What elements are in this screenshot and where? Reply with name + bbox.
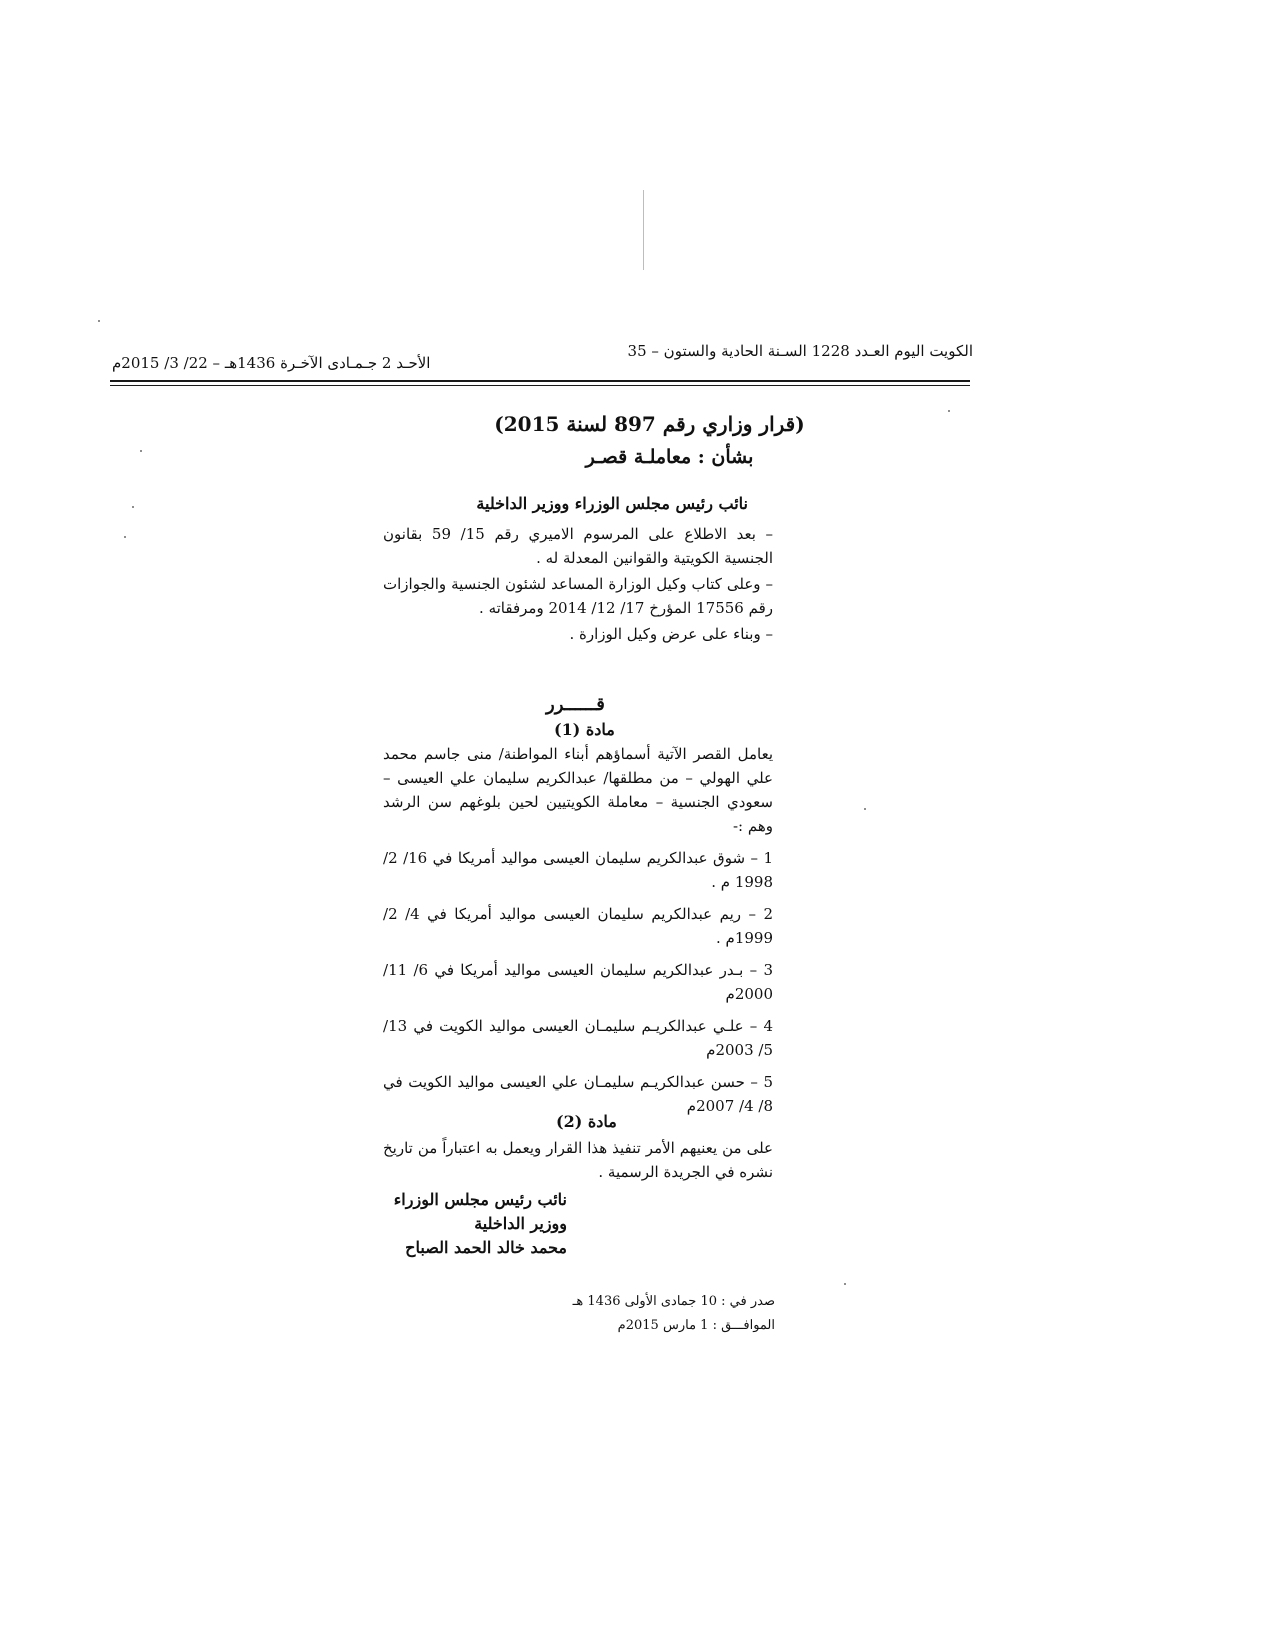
decree-title: (قرار وزاري رقم 897 لسنة 2015) [494, 412, 805, 436]
article-1-intro: يعامل القصر الآتية أسماؤهم أبناء المواطنة/ منى جاسم محمد علي الهولي – من مطلقها/ عبدالكريم سليمان علي العيسى – سعودي الجنسية – معاملة الكويتيين لحين بلوغهم سن الرشد وهم :- [383, 745, 773, 835]
corresponding-date: الموافـــق : 1 مارس 2015م [617, 1318, 775, 1333]
article-1-list-item: 4 – علـي عبدالكريـم سليمـان العيسى مواليد الكويت في 13/ 5/ 2003م [383, 1017, 773, 1059]
decree-word: قــــــرر [546, 694, 605, 715]
article-1-list-item: 2 – ريم عبدالكريم سليمان العيسى مواليد أمريكا في 4/ 2/ 1999م . [383, 905, 773, 947]
decree-subject: بشأن : معاملـة قصـر [585, 446, 754, 468]
article-2-text: على من يعنيهم الأمر تنفيذ هذا القرار ويعمل به اعتباراً من تاريخ نشره في الجريدة الرسمية . [383, 1139, 773, 1181]
signature-ministry: ووزير الداخلية [474, 1214, 567, 1233]
signature-title: نائب رئيس مجلس الوزراء [393, 1190, 567, 1209]
article-1-list-item: 1 – شوق عبدالكريم سليمان العيسى مواليد أمريكا في 16/ 2/ 1998 م . [383, 849, 773, 891]
scan-speck [864, 808, 866, 810]
gazette-date-header: الأحـد 2 جـمـادى الآخـرة 1436هـ – 22/ 3/ 2015م [112, 354, 431, 372]
gazette-issue-header: الكويت اليوم العـدد 1228 السـنة الحادية والستون – 35 [627, 342, 973, 360]
preamble-item: – وبناء على عرض وكيل الوزارة . [569, 625, 773, 643]
header-rule-top [110, 380, 970, 382]
signature-block [394, 1188, 567, 1260]
issue-dates [573, 1290, 775, 1338]
article-1-title: مادة (1) [554, 720, 615, 739]
signature-name: محمد خالد الحمد الصباح [405, 1238, 567, 1257]
scan-speck [132, 506, 134, 508]
article-1-body [383, 742, 773, 1126]
issuer-heading: نائب رئيس مجلس الوزراء ووزير الداخلية [476, 494, 748, 513]
issued-date: صدر في : 10 جمادى الأولى 1436 هـ [572, 1294, 775, 1309]
article-2-body [383, 1136, 773, 1184]
article-1-list-item: 3 – بـدر عبدالكريم سليمان العيسى مواليد أمريكا في 6/ 11/ 2000م [383, 961, 773, 1003]
header-rule-bottom [110, 385, 970, 386]
preamble-item: – وعلى كتاب وكيل الوزارة المساعد لشئون الجنسية والجوازات رقم 17556 المؤرخ 17/ 12/ 2014 ومرفقاته . [383, 575, 773, 617]
preamble-item: – بعد الاطلاع على المرسوم الاميري رقم 15/ 59 بقانون الجنسية الكويتية والقوانين المعدلة له . [383, 525, 774, 567]
scan-speck [98, 320, 100, 322]
article-1-list-item: 5 – حسن عبدالكريـم سليمـان علي العيسى مواليد الكويت في 8/ 4/ 2007م [383, 1073, 773, 1115]
article-2-title: مادة (2) [556, 1112, 617, 1131]
scan-speck [124, 536, 126, 538]
preamble [383, 522, 773, 648]
scan-crease-line [643, 190, 644, 270]
scan-speck [844, 1283, 846, 1285]
